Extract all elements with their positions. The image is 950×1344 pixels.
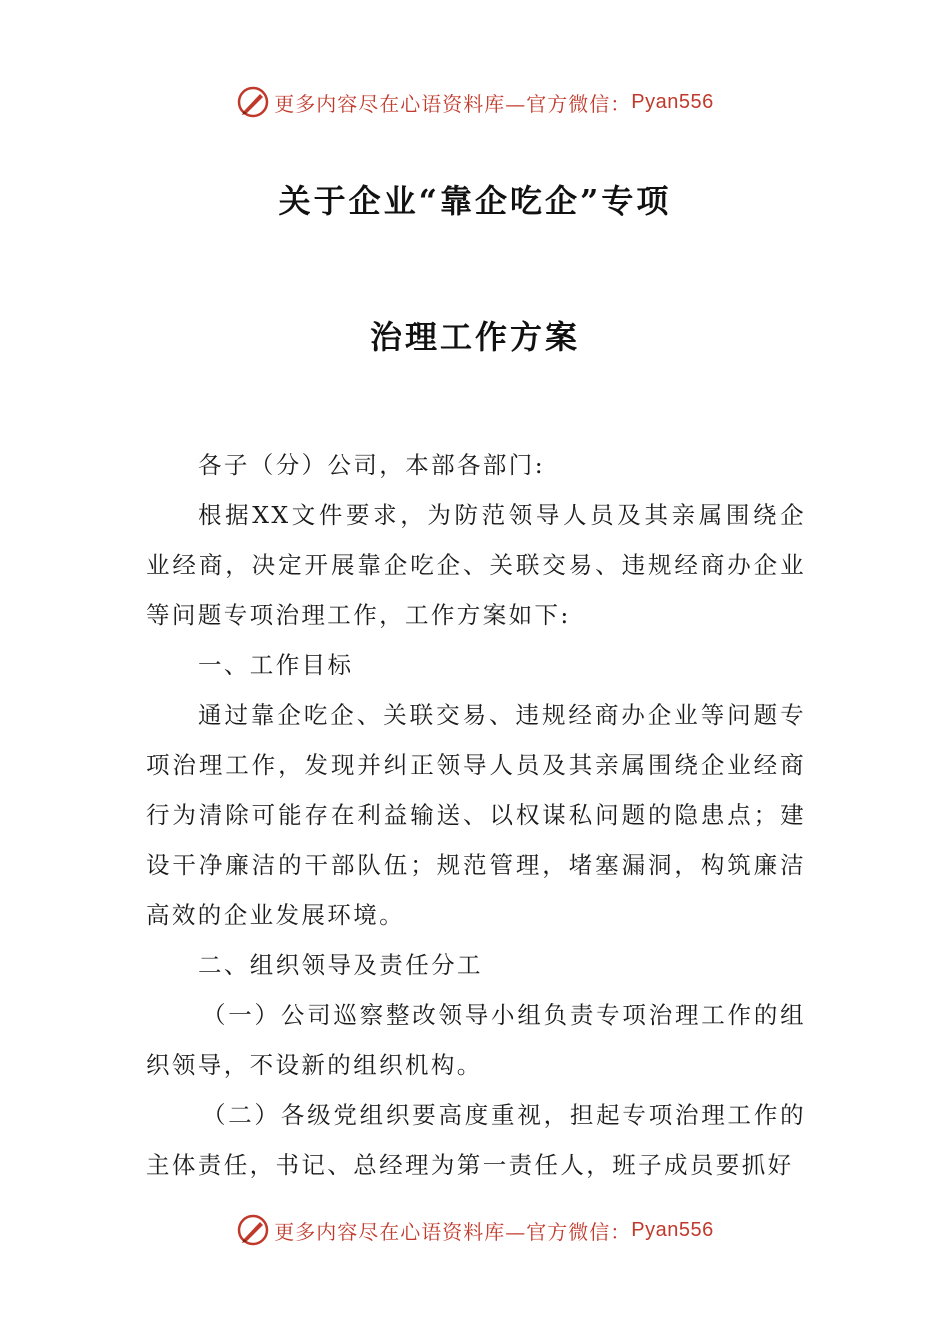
watermark-header <box>0 82 950 122</box>
watermark-wechat-id: Pyan556 <box>631 1218 714 1241</box>
section2-item1: （一）公司巡察整改领导小组负责专项治理工作的组织领导，不设新的组织机构。 <box>146 1001 806 1079</box>
document-body <box>146 440 806 1190</box>
section1-heading: 一、工作目标 <box>198 651 354 679</box>
watermark-wechat-id: Pyan556 <box>631 90 714 113</box>
pen-logo-icon <box>236 85 270 119</box>
watermark-footer <box>0 1210 950 1250</box>
document-title-line2: 治理工作方案 <box>369 318 580 356</box>
watermark-text: 更多内容尽在心语资料库—官方微信： <box>274 1219 632 1244</box>
document-title-line1: 关于企业“靠企吃企”专项 <box>278 182 672 220</box>
intro-paragraph: 根据XX文件要求，为防范领导人员及其亲属围绕企业经商，决定开展靠企吃企、关联交易、违规经商办企业等问题专项治理工作，工作方案如下: <box>146 501 806 629</box>
section1-paragraph: 通过靠企吃企、关联交易、违规经商办企业等问题专项治理工作，发现并纠正领导人员及其亲属围绕企业经商行为清除可能存在利益输送、以权谋私问题的隐患点；建设干净廉洁的干部队伍；规范管理，堵塞漏洞，构筑廉洁高效的企业发展环境。 <box>146 701 806 929</box>
pen-logo-icon <box>236 1213 270 1247</box>
section2-item2: （二）各级党组织要高度重视，担起专项治理工作的主体责任，书记、总经理为第一责任人，班子成员要抓好 <box>146 1101 806 1179</box>
watermark-text: 更多内容尽在心语资料库—官方微信： <box>274 91 632 116</box>
section2-heading: 二、组织领导及责任分工 <box>198 951 483 979</box>
salutation: 各子（分）公司，本部各部门: <box>198 451 546 479</box>
